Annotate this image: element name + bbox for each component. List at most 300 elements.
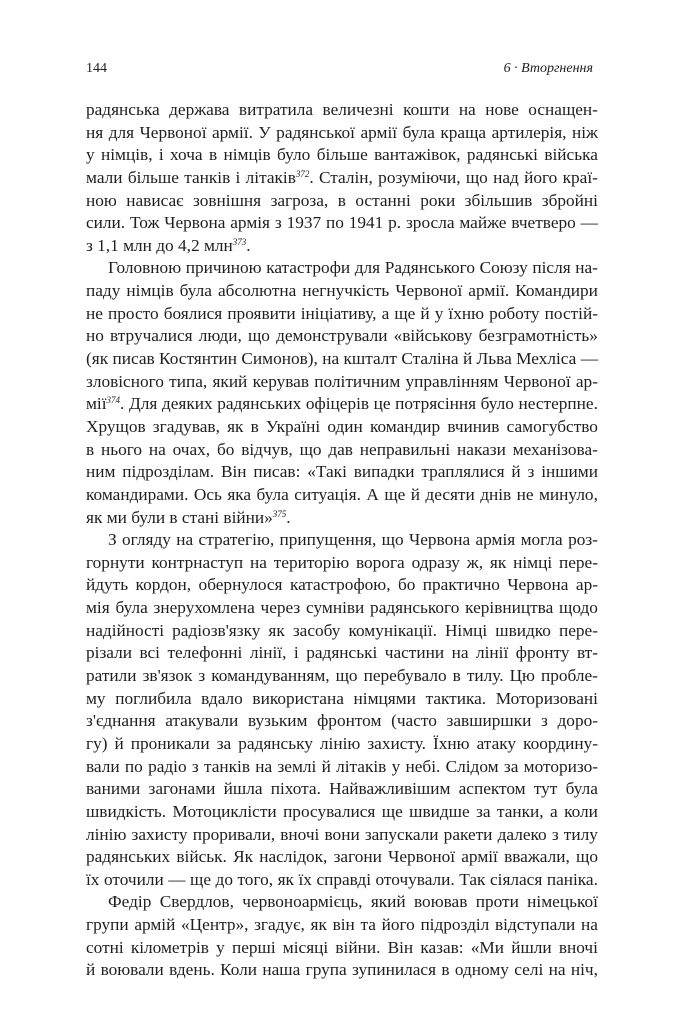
word — [253, 461, 300, 484]
word-text: очах, — [172, 439, 211, 459]
word — [238, 733, 313, 756]
word-text: командуванням, — [211, 666, 330, 686]
word — [239, 99, 313, 122]
word — [277, 756, 316, 779]
text-line — [86, 122, 598, 145]
word — [465, 597, 553, 620]
word-text: Так — [459, 869, 486, 889]
word-text: Червоної — [503, 371, 571, 391]
word — [412, 552, 460, 575]
word-text: для — [354, 258, 381, 278]
word-text: йшли — [511, 937, 552, 957]
word-text: ініціативу, — [300, 303, 377, 323]
word — [467, 144, 538, 167]
word — [521, 529, 563, 552]
word-text: радянська — [86, 100, 160, 119]
word — [255, 756, 272, 779]
word-text: оснащен- — [528, 100, 598, 119]
word-text: вони — [324, 824, 360, 844]
word — [140, 122, 207, 145]
word-text: німців, — [101, 145, 153, 165]
word-text: з — [274, 213, 282, 233]
text-line — [86, 484, 598, 507]
word-text: й — [321, 756, 331, 776]
word-text: Червоної — [395, 281, 463, 301]
word-text: селі — [514, 960, 544, 980]
word-text: у — [391, 756, 401, 776]
word — [385, 642, 444, 665]
word — [336, 756, 386, 779]
word-text: відступали — [494, 915, 576, 935]
word-text: іншими — [541, 462, 598, 482]
word-text: зв'язок — [142, 666, 193, 686]
word-text: танків — [203, 756, 251, 776]
word — [211, 665, 329, 688]
word-text: зовнішня — [193, 190, 262, 210]
word-text: артилерія, — [491, 122, 567, 142]
word — [496, 688, 598, 711]
word — [159, 348, 237, 371]
word — [322, 756, 331, 779]
text-line — [86, 416, 598, 439]
running-head — [86, 58, 593, 80]
text-line — [86, 461, 598, 484]
word — [517, 484, 534, 507]
word-text: траплялися — [421, 462, 505, 482]
word-text: у — [86, 145, 95, 165]
word — [86, 212, 125, 235]
word-text: Слідом — [445, 756, 499, 776]
word — [528, 461, 535, 484]
word-text: зловісного — [86, 371, 164, 391]
word-text: армія — [475, 530, 516, 550]
text-line — [86, 959, 598, 982]
word — [335, 937, 380, 960]
word-text: 1941 — [348, 213, 384, 233]
word — [160, 891, 234, 914]
word — [101, 959, 164, 982]
word — [274, 552, 349, 575]
word-text: засобу — [292, 620, 341, 640]
word — [476, 891, 519, 914]
word-text: просто — [108, 303, 159, 323]
word — [388, 212, 401, 235]
word-text: но — [86, 326, 104, 346]
word — [153, 416, 220, 439]
word-text: й — [462, 349, 473, 369]
word — [86, 371, 164, 394]
word-text: армії. — [212, 122, 253, 142]
word — [86, 801, 166, 824]
word-text: стратегію, — [198, 530, 275, 550]
word — [576, 846, 598, 869]
word — [132, 824, 188, 847]
word — [224, 778, 263, 801]
word — [541, 710, 548, 733]
word-text: й — [511, 462, 521, 482]
word-text: на- — [575, 258, 598, 278]
word-text: хоча — [170, 145, 203, 165]
word — [354, 461, 415, 484]
word — [480, 257, 528, 280]
word-text: а — [550, 801, 558, 821]
word-text: до — [215, 869, 233, 889]
word-text: червоноармієць, — [242, 892, 363, 912]
word-text: на — [249, 552, 267, 572]
word-text: Льва — [476, 349, 512, 369]
word-text: загонами — [148, 779, 216, 799]
word-text: (як — [86, 349, 109, 369]
word-text: телефонні — [167, 643, 243, 663]
word — [516, 642, 570, 665]
text-line — [86, 257, 598, 280]
word-text: була — [115, 598, 148, 618]
word-text: підрозділам. — [122, 462, 215, 482]
word — [414, 891, 467, 914]
footnote-marker[interactable]: 373 — [232, 237, 247, 247]
word — [129, 393, 157, 416]
word-text: радянську — [238, 733, 313, 753]
word — [349, 212, 384, 235]
word — [283, 937, 328, 960]
word-text: безграмотність» — [478, 326, 598, 346]
word-text: політичним — [314, 371, 401, 391]
word-text: в — [169, 507, 178, 527]
word-text: на — [451, 643, 469, 663]
text-line — [86, 914, 598, 937]
word — [446, 756, 499, 779]
word-text: всі — [139, 643, 160, 663]
word — [333, 914, 355, 937]
text-line — [86, 303, 598, 326]
word — [221, 461, 247, 484]
word-text: ніч, — [570, 960, 598, 980]
word-text: радянські — [466, 145, 538, 165]
word-text: — — [580, 349, 598, 369]
word — [465, 190, 533, 213]
word-text: ще — [190, 869, 212, 889]
word-text: армія — [230, 213, 271, 233]
word — [420, 937, 463, 960]
word-text: армій — [134, 915, 176, 935]
word-text: перебувало — [363, 666, 447, 686]
punctuation: . — [309, 167, 314, 187]
word-text: що — [247, 326, 270, 346]
word — [409, 529, 470, 552]
word-text: Ось — [193, 484, 222, 504]
word-text: як — [277, 869, 294, 889]
word-text: радянського — [370, 598, 460, 618]
word-text: вдень. — [169, 960, 215, 980]
word — [338, 190, 346, 213]
word — [227, 303, 295, 326]
word — [572, 122, 598, 145]
word-text: одразу — [411, 552, 460, 572]
word — [394, 325, 473, 348]
text-line — [86, 620, 598, 643]
word-text: німцями — [353, 688, 416, 708]
word-text: нове — [485, 100, 519, 119]
text-line — [86, 710, 598, 733]
word — [485, 99, 519, 122]
word-text: керував — [252, 371, 310, 391]
word-text: Червоної — [388, 847, 456, 867]
word-text: Командири — [515, 281, 598, 301]
word — [253, 371, 309, 394]
word-text: по — [124, 756, 143, 776]
footnote-marker[interactable]: 375 — [272, 508, 287, 519]
word — [352, 959, 436, 982]
word-text: територію — [273, 552, 350, 572]
punctuation: . — [246, 235, 251, 255]
word-text: ратили — [86, 666, 137, 686]
word-text: нависає — [126, 190, 184, 210]
word-text: з — [551, 824, 559, 844]
word-text: радянських — [86, 847, 171, 867]
word-text: за — [216, 733, 232, 753]
word-text: ня — [86, 122, 104, 142]
word-text: координу- — [523, 733, 598, 753]
word-text: далеко — [497, 824, 547, 844]
word — [455, 959, 509, 982]
word-text: ар- — [575, 575, 598, 595]
text-line — [86, 348, 598, 371]
word — [365, 824, 439, 847]
word-text: того, — [237, 869, 274, 889]
word-text: з — [527, 462, 535, 482]
word-text: відчув, — [241, 439, 293, 459]
word-text: бо — [397, 575, 416, 595]
word — [101, 439, 142, 462]
word — [209, 144, 217, 167]
word — [164, 303, 223, 326]
word — [490, 869, 542, 892]
word-text: лінію — [86, 824, 127, 844]
word — [492, 122, 567, 145]
word — [122, 529, 171, 552]
word — [480, 484, 511, 507]
word-text: Федір — [108, 892, 152, 912]
word-text: як — [489, 552, 507, 572]
word-text: минуло, — [539, 484, 598, 504]
text-line — [86, 778, 598, 801]
word-text: наша — [262, 960, 301, 980]
text-line — [86, 167, 598, 190]
word — [568, 529, 598, 552]
word — [201, 688, 243, 711]
word-text: було — [277, 145, 311, 165]
word-text: була — [565, 779, 598, 799]
word-text: вдало — [201, 688, 243, 708]
word-text: сотні — [86, 937, 124, 957]
word — [275, 212, 282, 235]
word-text: сіялася — [489, 869, 543, 889]
word — [294, 642, 299, 665]
word-text: обернулося — [198, 575, 283, 595]
word — [204, 756, 250, 779]
word — [370, 416, 440, 439]
footnote-marker[interactable]: 374 — [106, 395, 121, 406]
word-text: літаків — [245, 167, 296, 187]
word — [115, 733, 124, 756]
word — [461, 846, 498, 869]
word-text: причиною — [185, 258, 262, 278]
word — [192, 756, 199, 779]
word-text: нестерпне. — [518, 394, 598, 414]
word-text: 1937 — [286, 213, 322, 233]
word-text: в — [86, 439, 95, 459]
word — [86, 937, 124, 960]
word — [571, 959, 598, 982]
word-text: проявити — [227, 303, 296, 323]
word-text: атаку — [476, 733, 517, 753]
word — [374, 144, 460, 167]
word — [544, 144, 598, 167]
word — [181, 914, 248, 937]
word — [466, 167, 488, 190]
word — [261, 597, 301, 620]
footnote-marker[interactable]: 372 — [295, 169, 310, 180]
word — [123, 236, 152, 255]
word-text: на — [148, 439, 166, 459]
word — [86, 552, 145, 575]
word — [360, 122, 397, 145]
word-text: ваними — [86, 779, 141, 799]
word-text: небі. — [405, 756, 441, 776]
word-text: він — [332, 915, 355, 935]
text-line — [86, 869, 598, 892]
word — [280, 824, 319, 847]
word — [139, 642, 160, 665]
word — [382, 801, 403, 824]
word — [86, 280, 120, 303]
word — [108, 257, 181, 280]
word — [504, 846, 570, 869]
word-text: катастрофою, — [289, 575, 391, 595]
word — [173, 801, 277, 824]
word — [441, 959, 449, 982]
word-text: як — [310, 915, 327, 935]
word — [248, 325, 270, 348]
word-text: й — [410, 484, 420, 504]
word — [156, 236, 173, 255]
word — [388, 937, 414, 960]
word — [236, 167, 241, 190]
word — [86, 620, 164, 643]
word — [287, 212, 322, 235]
word — [216, 937, 225, 960]
word-text: — — [168, 869, 186, 889]
word-text: Німці — [444, 620, 488, 640]
word-text: фронтом — [317, 711, 382, 731]
word — [149, 439, 166, 462]
word-text: згадував, — [152, 416, 220, 436]
word-text: мали — [86, 167, 123, 187]
word — [108, 303, 159, 326]
word-text: ним — [86, 462, 116, 482]
word-text: ракети — [443, 824, 493, 844]
word-text: Їхню — [432, 733, 470, 753]
word-text: на — [322, 349, 340, 369]
word — [371, 891, 406, 914]
word — [459, 778, 526, 801]
word — [384, 484, 405, 507]
word-text: та — [360, 915, 376, 935]
word — [86, 167, 123, 190]
word — [581, 348, 598, 371]
word — [300, 439, 322, 462]
word — [199, 325, 242, 348]
word — [511, 461, 520, 484]
word-text: по — [325, 213, 344, 233]
word-text: німці — [513, 552, 553, 572]
word — [395, 280, 462, 303]
word-text: знерухомлена — [153, 598, 255, 618]
word — [348, 620, 436, 643]
word-text: А — [366, 484, 379, 504]
word — [86, 190, 117, 213]
word — [212, 371, 247, 394]
word-text: на — [548, 960, 566, 980]
word-text: воював — [414, 892, 468, 912]
word — [277, 144, 310, 167]
word-text: роз- — [568, 530, 598, 550]
text-line — [86, 325, 598, 348]
word-text: й — [86, 960, 96, 980]
page-number: 144 — [86, 61, 107, 76]
word-text: ситуація. — [294, 484, 361, 504]
word — [459, 99, 476, 122]
word-text: — — [580, 213, 598, 233]
word-text: більше — [316, 145, 368, 165]
word — [233, 846, 253, 869]
word-text: Тож — [129, 213, 160, 233]
word-text: і — [158, 145, 164, 165]
word — [271, 778, 321, 801]
word — [278, 869, 294, 892]
word — [367, 733, 426, 756]
word — [101, 144, 153, 167]
word — [194, 484, 222, 507]
word-text: танків — [184, 167, 231, 187]
word — [541, 665, 598, 688]
word — [86, 846, 170, 869]
word-text: потрясіння — [395, 394, 477, 414]
word — [128, 167, 179, 190]
word-text: управлінням — [405, 371, 499, 391]
word — [178, 236, 200, 255]
text-line — [86, 190, 598, 213]
word-text: млн — [203, 235, 233, 255]
word-text: Симонов), — [241, 349, 318, 369]
word — [86, 325, 104, 348]
word-text: збройні — [541, 190, 598, 210]
word — [164, 212, 225, 235]
word-text: останні — [355, 190, 411, 210]
word — [86, 144, 95, 167]
word — [86, 348, 108, 371]
word — [115, 688, 191, 711]
word-text: Коли — [220, 960, 258, 980]
word-text: накази — [457, 439, 506, 459]
word — [411, 484, 420, 507]
word — [176, 846, 226, 869]
word — [86, 484, 188, 507]
word-text: їх — [298, 869, 312, 889]
body-text — [86, 99, 598, 982]
word — [230, 212, 270, 235]
word-text: десяти — [425, 484, 475, 504]
